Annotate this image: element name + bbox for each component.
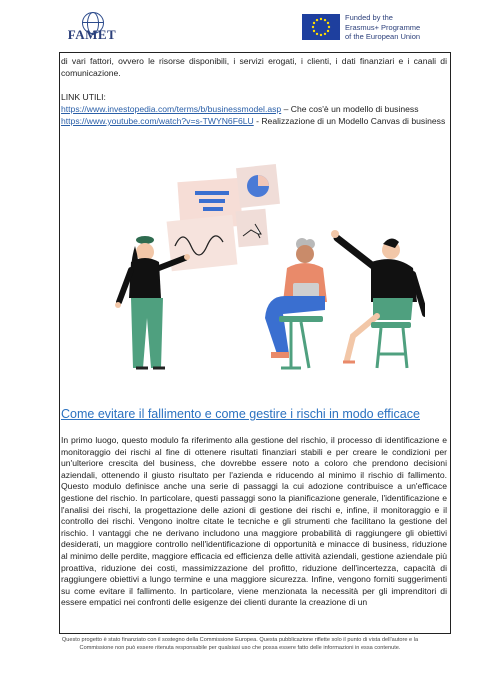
link-line-2 — [61, 116, 447, 128]
footer-line-1: Questo progetto è stato finanziato con il sostegno della Commissione Europea. Questa pubblicazione riflette solo il punto di vista dell'autore e la — [61, 637, 419, 643]
intro-paragraph: di vari fattori, ovvero le risorse disponibili, i servizi erogati, i clienti, i dati finanziari e i canali di comunicazione. — [61, 56, 447, 78]
seated-woman-laptop-figure — [265, 238, 327, 368]
youtube-link[interactable]: https://www.youtube.com/watch?v=s-TWYN6F6LU — [61, 116, 254, 126]
floating-small-board — [235, 209, 268, 247]
eu-line-3: of the European Union — [345, 32, 421, 41]
link-2-description: - Realizzazione di un Modello Canvas di business — [253, 116, 446, 126]
eu-flag-icon — [302, 14, 340, 40]
footer-disclaimer — [40, 637, 440, 652]
eu-line-2: Erasmus+ Programme — [345, 22, 421, 32]
footer-line-2: Commissione non può essere ritenuta responsabile per qualsiasi uso che possa essere fatto delle informazioni in essa contenute. — [79, 644, 401, 651]
seated-man-arm-raised-figure — [331, 230, 425, 368]
eu-line-1: Funded by the — [345, 13, 393, 22]
section-body: In primo luogo, questo modulo fa riferimento alla gestione del rischio, il processo di identificazione e monitoraggio dei rischi al fine di ottenere risultati finanziari stabili e per creare le condizioni per un'ulteriore crescita del business, che dovrebbe essere noto a coloro che prendono decisioni aziendali, ottenendo il giusto risultato per l'azienda e riducendo al minimo il rischio di fallimento. Questo modulo definisce anche una serie di passaggi la cui adozione contribuisce a un'efficace gestione del rischio. In particolare, questi passaggi sono la pianificazione generale, l'identificazione e l'analisi dei rischi, la progettazione delle azioni di gestione dei rischi e, infine, il monitoraggio e il controllo dei rischi. Vengono inoltre citate le tecniche e gli strumenti che facilitano la gestione del rischio. I vantaggi che ne derivano includono una maggiore probabilità di raggiungere gli obiettivi desiderati, un maggiore controllo nell'identificazione di opportunità e minacce di business, riduzione al minimo delle perdite, maggiore efficacia ed efficienza delle attività aziendali, gestione aziendale più proattiva, riduzione dei costi, massimizzazione del profitto, riduzione dell'incertezza, capacità di raggiungere obiettivi a lungo termine e una maggiore sicurezza. Infine, vengono forniti suggerimenti su come evitare il fallimento. In particolare, viene menzionata la necessità per gli imprenditori di essere empatici nei confronti delle esigenze dei clienti durante la creazione di un — [61, 435, 447, 608]
eu-funding-text — [345, 13, 465, 42]
section-heading: Come evitare il fallimento e come gestire i rischi in modo efficace — [61, 407, 420, 421]
investopedia-link[interactable]: https://www.investopedia.com/terms/b/businessmodel.asp — [61, 104, 282, 114]
links-heading: LINK UTILI: — [61, 92, 106, 102]
famet-logo — [62, 12, 122, 42]
logo-text: FAMET — [67, 27, 117, 42]
eu-stars — [302, 14, 340, 40]
business-team-illustration — [95, 158, 425, 388]
link-line-1 — [61, 104, 447, 116]
floating-pie-chart-board — [236, 164, 280, 208]
link-1-description: – Che cos'è un modello di business — [281, 104, 419, 114]
